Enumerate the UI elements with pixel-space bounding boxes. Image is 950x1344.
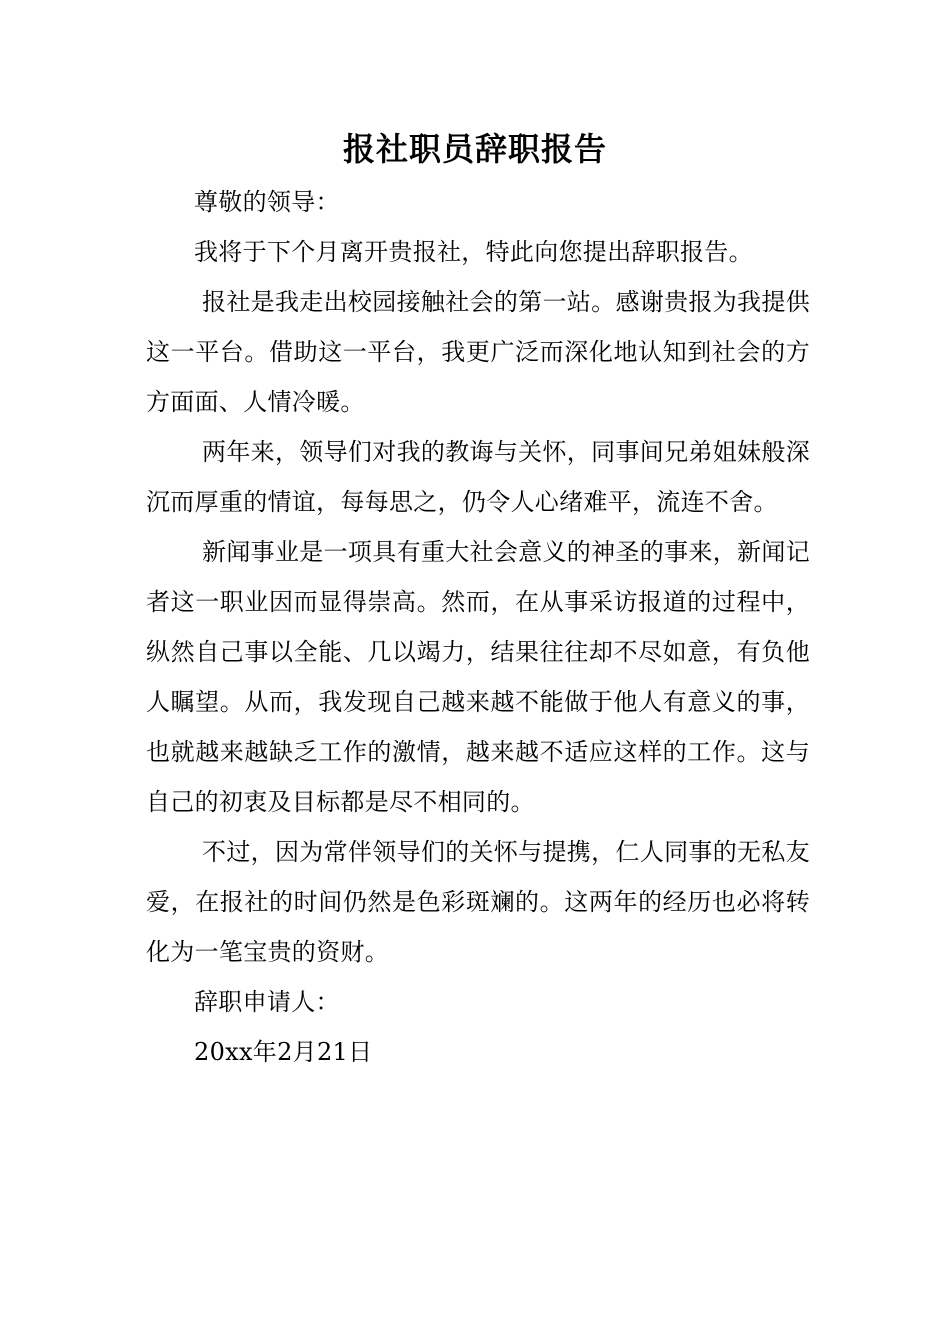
paragraph-gratitude: 不过，因为常伴领导们的关怀与提携，仁人同事的无私友爱，在报社的时间仍然是色彩斑斓的。这两年的经历也必将转化为一笔宝贵的资财。 [146, 838, 810, 966]
paragraph-two-years: 两年来，领导们对我的教诲与关怀，同事间兄弟姐妹般深沉而厚重的情谊，每每思之，仍令人心绪难平，流连不舍。 [146, 438, 810, 516]
signature-date: 20xx年2月21日 [194, 1038, 373, 1066]
document-body [146, 177, 810, 1077]
signature-label: 辞职申请人： [194, 988, 340, 1016]
document-title: 报社职员辞职报告 [342, 130, 607, 168]
paragraph-journalism: 新闻事业是一项具有重大社会意义的神圣的事来，新闻记者这一职业因而显得崇高。然而，在从事采访报道的过程中，纵然自己事以全能、几以竭力，结果往往却不尽如意，有负他人瞩望。从而，我发现自己越来越不能做于他人有意义的事，也就越来越缺乏工作的激情，越来越不适应这样的工作。这与自己的初衷及目标都是尽不相同的。 [146, 538, 810, 816]
salutation: 尊敬的领导： [194, 188, 340, 216]
paragraph-intro: 我将于下个月离开贵报社，特此向您提出辞职报告。 [194, 238, 753, 266]
paragraph-first-station: 报社是我走出校园接触社会的第一站。感谢贵报为我提供这一平台。借助这一平台，我更广泛而深化地认知到社会的方方面面、人情冷暖。 [146, 288, 810, 416]
